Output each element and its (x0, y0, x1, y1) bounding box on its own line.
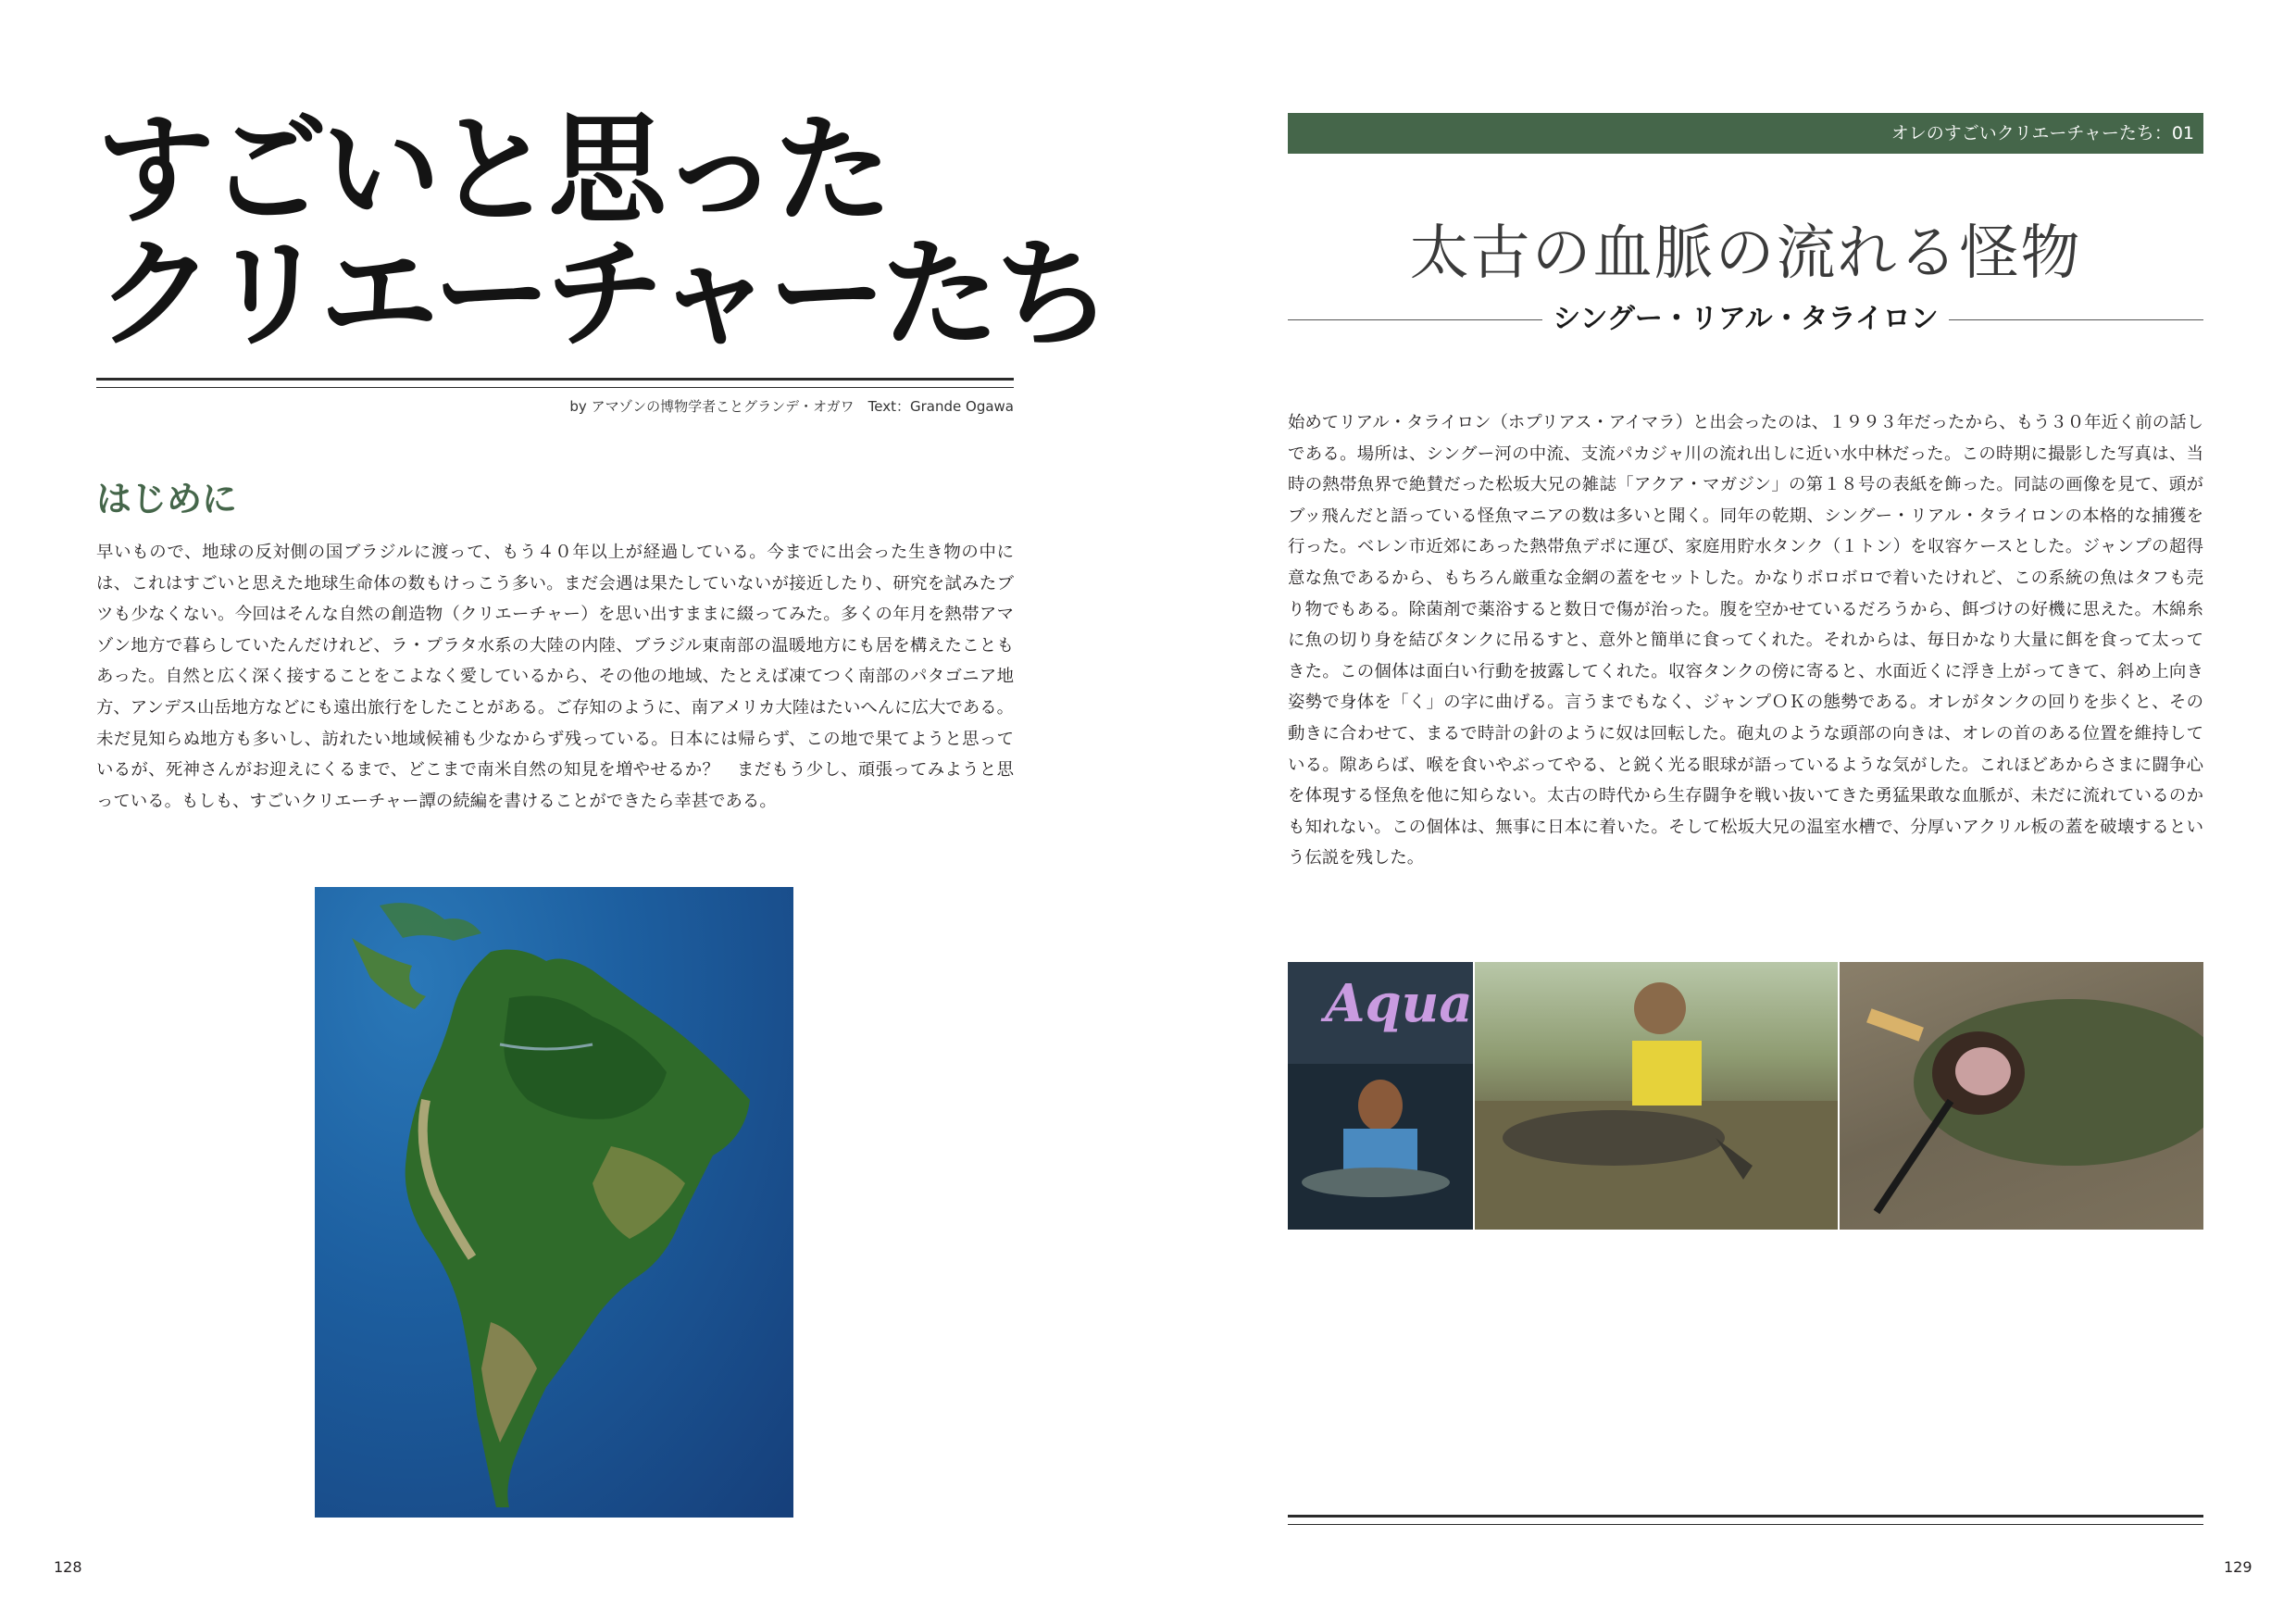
article-subtitle: シングー・リアル・タライロン (1553, 303, 1939, 335)
series-header-band: オレのすごいクリエーチャーたち：01 (1288, 113, 2203, 154)
byline: by アマゾンの博物学者ことグランデ・オガワ Text：Grande Ogawa (569, 398, 1014, 415)
feature-title (96, 102, 1107, 364)
bottom-double-rule (1288, 1515, 2203, 1525)
aqua-magazine-cover-photo (1288, 962, 1473, 1230)
south-america-satellite-map (315, 887, 793, 1518)
man-holding-fish-photo (1475, 962, 1838, 1230)
section-heading: はじめに (96, 479, 238, 519)
fish-closeup-photo (1840, 962, 2203, 1230)
magazine-cover-image (1288, 962, 1473, 1230)
magazine-cover-title: Aqua (1325, 973, 1473, 1034)
feature-title-line-2: クリエーチャーたち (96, 226, 1107, 364)
page-number-left: 128 (54, 1558, 82, 1576)
intro-body-text: 早いもので、地球の反対側の国ブラジルに渡って、もう４０年以上が経過している。今までに出会った生き物の中には、これはすごいと思えた地球生命体の数もけっこう多い。まだ会遇は果たしていないが接近したり、研究を試みたブツも少なくない。今回はそんな自然の創造物（クリエーチャー）を思い出すままに綴ってみた。多くの年月を熱帯アマゾン地方で暮らしていたんだけれど、ラ・プラタ水系の大陸の内陸、ブラジル東南部の温暖地方にも居を構えたこともあった。自然と広く深く接することをこよなく愛しているから、その他の地域、たとえば凍てつく南部のパタゴニア地方、アンデス山岳地方などにも遠出旅行をしたことがある。ご存知のように、南アメリカ大陸はたいへんに広大である。未だ見知らぬ地方も多いし、訪れたい地域候補も少なからず残っている。日本には帰らず、この地で果てようと思っているが、死神さんがお迎えにくるまで、どこまで南米自然の知見を増やせるか？ まだもう少し、頑張ってみようと思っている。もしも、すごいクリエーチャー譚の続編を書けることができたら幸甚である。 (96, 543, 1014, 811)
article-body-text: 始めてリアル・タライロン（ホプリアス・アイマラ）と出会ったのは、１９９３年だったから、もう３０年近く前の話しである。場所は、シングー河の中流、支流パカジャ川の流れ出しに近い水中林だった。この時期に撮影した写真は、当時の熱帯魚界で絶賛だった松坂大兄の雑誌「アクア・マガジン」の第１８号の表紙を飾った。同誌の画像を見て、頭がブッ飛んだと語っている怪魚マニアの数は多いと聞く。同年の乾期、シングー・リアル・タライロンの本格的な捕獲を行った。ベレン市近郊にあった熱帯魚デポに運び、家庭用貯水タンク（１トン）を収容ケースとした。ジャンプの超得意な魚であるから、もちろん厳重な金網の蓋をセットした。かなりボロボロで着いたけれど、この系統の魚はタフも売り物でもある。除菌剤で薬浴すると数日で傷が治った。腹を空かせているだろうから、餌づけの好機に思えた。木綿糸に魚の切り身を結びタンクに吊るすと、意外と簡単に食ってくれた。それからは、毎日かなり大量に餌を食って太ってきた。この個体は面白い行動を披露してくれた。収容タンクの傍に寄ると、水面近くに浮き上がってきて、斜め上向き姿勢で身体を「く」の字に曲げる。言うまでもなく、ジャンプＯＫの態勢である。オレがタンクの回りを歩くと、その動きに合わせて、まるで時計の針のように奴は回転した。砲丸のような頭部の向きは、オレの首のある位置を維持している。隙あらば、喉を食いやぶってやる、と鋭く光る眼球が語っているような気がした。これほどあからさまに闘争心を体現する怪魚を他に知らない。太古の時代から生存闘争を戦い抜いてきた勇猛果敢な血脈が、未だに流れているのかも知れない。この個体は、無事に日本に着いた。そして松坂大兄の温室水槽で、分厚いアクリル板の蓋を破壊するという伝説を残した。 (1288, 413, 2203, 868)
feature-title-line-1: すごいと思った (96, 102, 888, 240)
fish-closeup-image (1840, 962, 2203, 1230)
south-america-landmass (315, 887, 793, 1518)
right-page (1148, 0, 2296, 1624)
page-number-right: 129 (2224, 1558, 2252, 1576)
article-title: 太古の血脈の流れる怪物 (1409, 219, 2082, 288)
subtitle-row (1288, 301, 2203, 338)
title-double-rule (96, 378, 1014, 388)
man-holding-fish-image (1475, 962, 1838, 1230)
